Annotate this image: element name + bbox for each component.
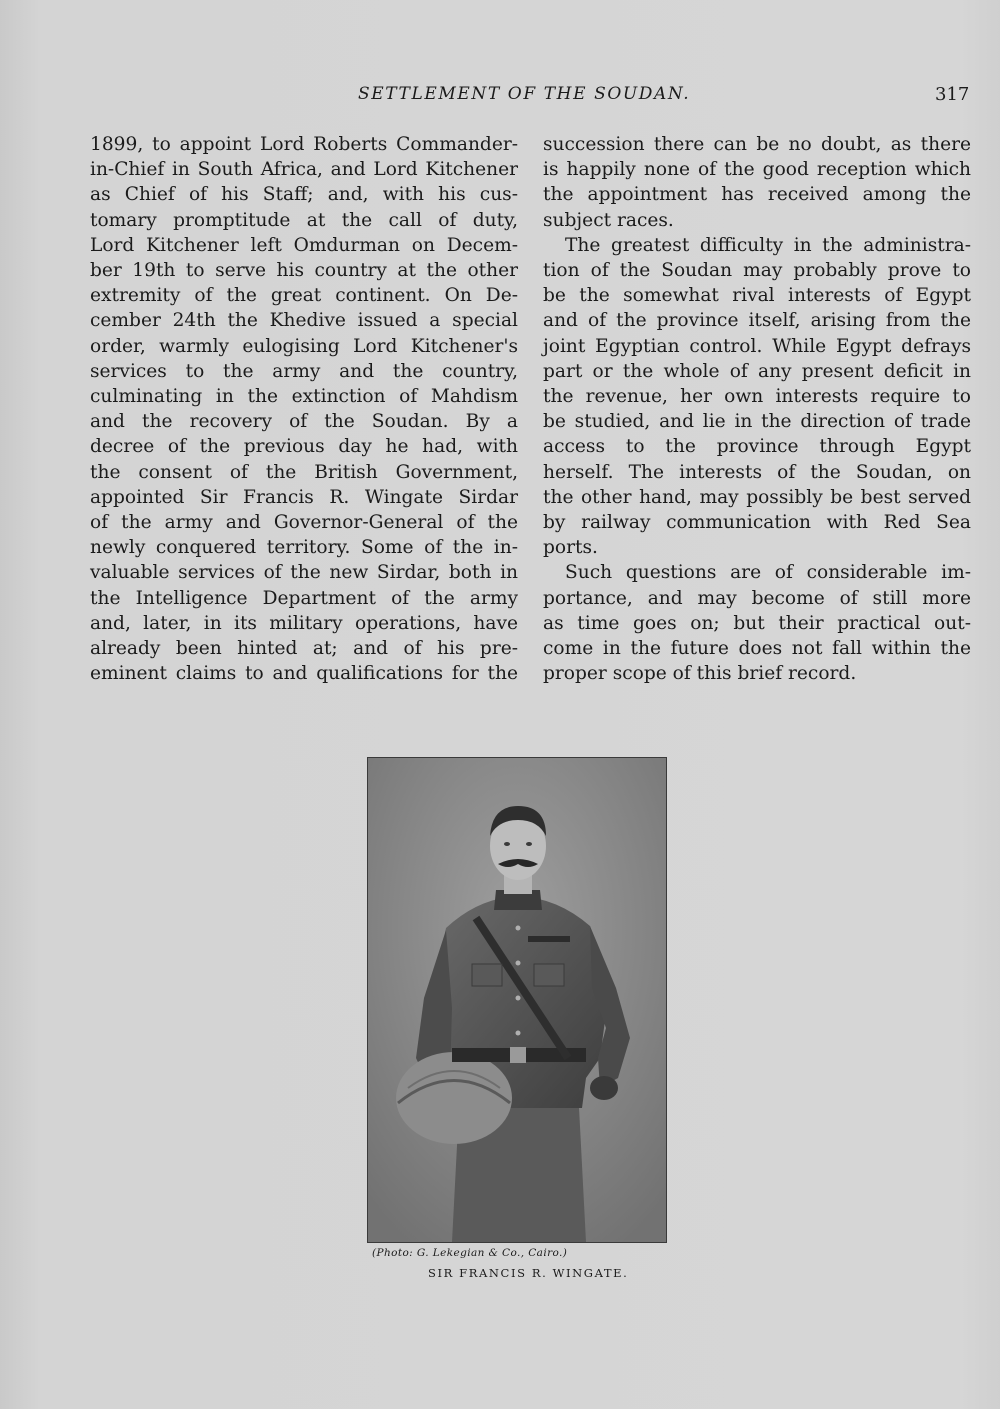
text-line: the appointment has received among the [543, 184, 971, 206]
text-line: already been hinted at; and of his pre- [90, 638, 518, 660]
text-line: culminating in the extinction of Mahdism [90, 386, 518, 408]
text-line: tomary promptitude at the call of duty, [90, 209, 518, 231]
text-line: appointed Sir Francis R. Wingate Sirdar [90, 486, 518, 508]
figure-caption: SIR FRANCIS R. WINGATE. [428, 1266, 629, 1280]
text-line: the consent of the British Government, [90, 461, 518, 483]
text-line: 1899, to appoint Lord Roberts Commander- [90, 134, 518, 155]
text-line: the Intelligence Department of the army [90, 587, 518, 609]
text-line: proper scope of this brief record. [543, 663, 857, 685]
text-line: as Chief of his Staff; and, with his cus- [90, 184, 518, 206]
text-line: the other hand, may possibly be best served [543, 486, 971, 508]
text-line: joint Egyptian control. While Egypt defrays [543, 335, 971, 357]
running-title: SETTLEMENT OF THE SOUDAN. [358, 84, 691, 104]
text-line: extremity of the great continent. On De- [90, 285, 518, 307]
text-line: tion of the Soudan may probably prove to [543, 260, 971, 282]
text-line: order, warmly eulogising Lord Kitchener's [90, 335, 518, 357]
text-line: decree of the previous day he had, with [90, 436, 518, 458]
text-line: Such questions are of considerable im- [565, 562, 971, 584]
text-line: newly conquered territory. Some of the in- [90, 537, 518, 559]
text-line: part or the whole of any present deficit in [543, 360, 971, 382]
text-line: be the somewhat rival interests of Egypt [543, 285, 971, 307]
text-line: by railway communication with Red Sea [543, 512, 971, 534]
text-line: and the recovery of the Soudan. By a [90, 411, 518, 433]
text-line: portance, and may become of still more [543, 587, 971, 609]
text-line: herself. The interests of the Soudan, on [543, 461, 971, 483]
text-line: come in the future does not fall within the [543, 638, 971, 660]
text-line: The greatest difficulty in the administra- [565, 234, 971, 256]
left-text-column [90, 132, 518, 686]
text-line: ports. [543, 537, 598, 559]
text-line: ber 19th to serve his country at the other [90, 260, 518, 282]
text-line: valuable services of the new Sirdar, both in [90, 562, 518, 584]
text-line: cember 24th the Khedive issued a special [90, 310, 518, 332]
text-line: of the army and Governor-General of the [90, 512, 518, 534]
text-line: as time goes on; but their practical out- [543, 612, 971, 634]
running-header [0, 84, 1000, 108]
text-line: subject races. [543, 209, 674, 231]
portrait-photograph [367, 757, 667, 1243]
text-line: succession there can be no doubt, as there [543, 134, 971, 155]
text-line: and, later, in its military operations, have [90, 612, 518, 634]
text-line: eminent claims to and qualifications for the [90, 663, 518, 685]
text-line: services to the army and the country, [90, 360, 518, 382]
text-line: Lord Kitchener left Omdurman on Decem- [90, 234, 518, 256]
text-line: in-Chief in South Africa, and Lord Kitchener [90, 159, 518, 181]
text-line: access to the province through Egypt [543, 436, 971, 458]
text-line: the revenue, her own interests require to [543, 386, 971, 408]
page-number: 317 [935, 84, 970, 105]
portrait-illustration [368, 758, 666, 1242]
text-line: be studied, and lie in the direction of trade [543, 411, 971, 433]
photo-credit: (Photo: G. Lekegian & Co., Cairo.) [372, 1247, 568, 1259]
text-line: and of the province itself, arising from the [543, 310, 971, 332]
text-line: is happily none of the good reception which [543, 159, 971, 181]
right-text-column [543, 132, 971, 686]
